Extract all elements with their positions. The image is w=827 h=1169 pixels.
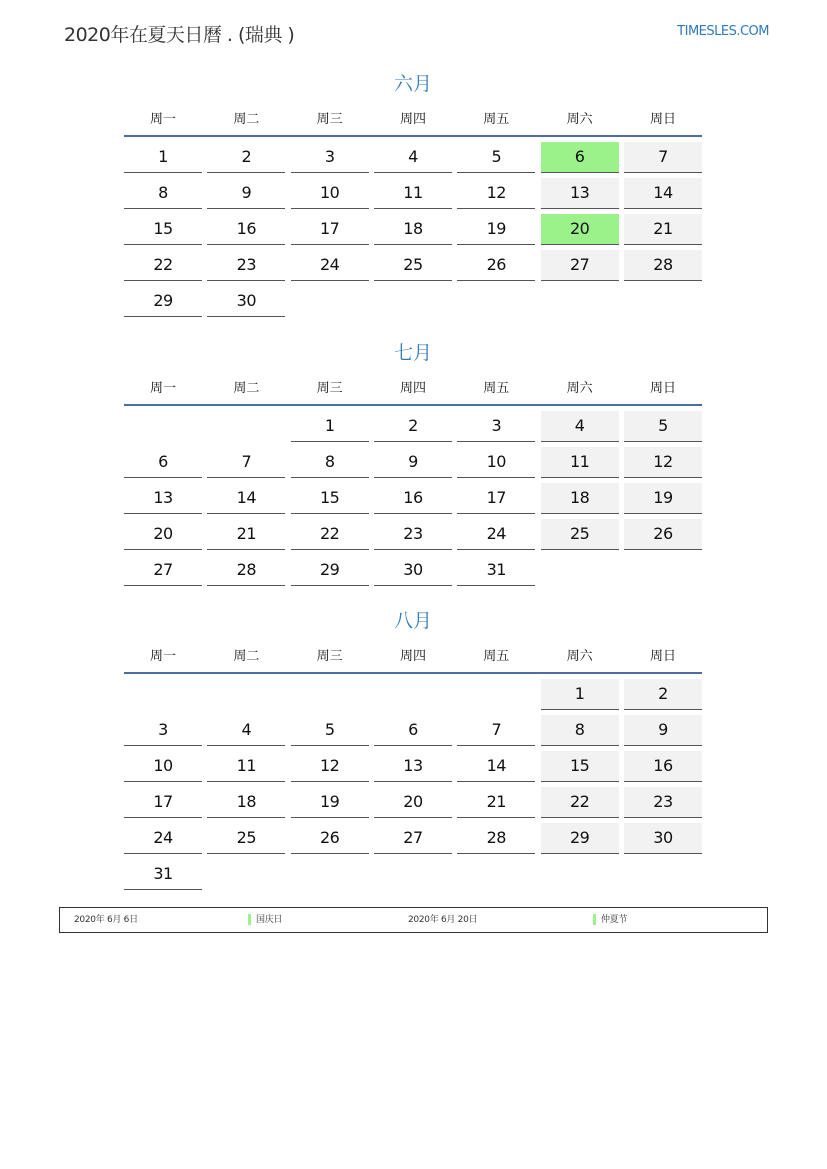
legend-color-swatch <box>248 914 251 925</box>
weekday-label: 周五 <box>483 380 510 396</box>
day-cell: 2 <box>207 142 285 173</box>
day-cell: 8 <box>541 715 619 746</box>
day-cell: 4 <box>207 715 285 746</box>
empty-cell <box>207 411 285 447</box>
empty-cell <box>291 679 369 715</box>
weekday-label: 周二 <box>233 648 260 664</box>
day-grid <box>124 406 702 591</box>
day-cell: 24 <box>291 250 369 281</box>
day-cell: 26 <box>457 250 535 281</box>
weekday-label: 周三 <box>316 380 343 396</box>
day-cell: 21 <box>457 787 535 818</box>
day-cell: 29 <box>124 286 202 317</box>
day-cell: 19 <box>624 483 702 514</box>
day-cell: 13 <box>374 751 452 782</box>
month-august <box>124 606 702 895</box>
day-cell: 16 <box>207 214 285 245</box>
day-cell: 29 <box>291 555 369 586</box>
day-cell: 21 <box>207 519 285 550</box>
day-cell: 16 <box>624 751 702 782</box>
day-cell: 2 <box>374 411 452 442</box>
day-cell: 30 <box>374 555 452 586</box>
day-cell: 14 <box>457 751 535 782</box>
day-cell: 27 <box>541 250 619 281</box>
day-cell: 17 <box>457 483 535 514</box>
legend-name-1: 国庆日 <box>256 915 283 925</box>
day-cell: 9 <box>207 178 285 209</box>
day-cell: 15 <box>124 214 202 245</box>
day-cell: 6 <box>374 715 452 746</box>
day-cell: 22 <box>291 519 369 550</box>
day-cell: 22 <box>124 250 202 281</box>
day-cell: 25 <box>207 823 285 854</box>
day-cell: 30 <box>207 286 285 317</box>
empty-cell <box>124 411 202 447</box>
weekday-label: 周四 <box>399 380 426 396</box>
day-cell: 9 <box>624 715 702 746</box>
legend-color-swatch <box>593 914 596 925</box>
day-cell: 28 <box>624 250 702 281</box>
day-cell: 27 <box>124 555 202 586</box>
site-link[interactable]: TIMESLES.COM <box>677 24 769 39</box>
day-cell: 5 <box>291 715 369 746</box>
weekday-label: 周日 <box>649 380 676 396</box>
day-cell: 29 <box>541 823 619 854</box>
weekday-label: 周五 <box>483 111 510 127</box>
day-cell: 11 <box>374 178 452 209</box>
day-grid <box>124 137 702 322</box>
day-cell: 3 <box>457 411 535 442</box>
day-cell: 17 <box>124 787 202 818</box>
weekday-header <box>124 99 702 135</box>
holiday-day-cell: 6 <box>541 142 619 173</box>
day-cell: 12 <box>457 178 535 209</box>
weekday-label: 周六 <box>566 648 593 664</box>
day-cell: 3 <box>291 142 369 173</box>
weekday-label: 周四 <box>399 648 426 664</box>
day-cell: 11 <box>207 751 285 782</box>
day-cell: 19 <box>291 787 369 818</box>
weekday-label: 周三 <box>316 648 343 664</box>
weekday-header <box>124 368 702 404</box>
day-cell: 10 <box>291 178 369 209</box>
day-cell: 25 <box>541 519 619 550</box>
day-cell: 25 <box>374 250 452 281</box>
day-cell: 13 <box>124 483 202 514</box>
day-cell: 1 <box>124 142 202 173</box>
weekday-label: 周日 <box>649 111 676 127</box>
weekday-label: 周六 <box>566 111 593 127</box>
month-title: 八月 <box>393 610 432 632</box>
day-cell: 10 <box>124 751 202 782</box>
day-cell: 23 <box>624 787 702 818</box>
day-cell: 19 <box>457 214 535 245</box>
day-cell: 15 <box>541 751 619 782</box>
day-cell: 8 <box>291 447 369 478</box>
day-cell: 3 <box>124 715 202 746</box>
day-cell: 15 <box>291 483 369 514</box>
day-cell: 12 <box>624 447 702 478</box>
month-july <box>124 338 702 591</box>
empty-cell <box>374 679 452 715</box>
day-cell: 14 <box>207 483 285 514</box>
day-cell: 23 <box>374 519 452 550</box>
day-cell: 24 <box>457 519 535 550</box>
month-title: 七月 <box>393 342 432 364</box>
legend-name-2: 仲夏节 <box>601 915 628 925</box>
day-cell: 22 <box>541 787 619 818</box>
day-cell: 28 <box>207 555 285 586</box>
day-cell: 5 <box>457 142 535 173</box>
empty-cell <box>124 679 202 715</box>
day-cell: 14 <box>624 178 702 209</box>
weekday-label: 周五 <box>483 648 510 664</box>
day-cell: 12 <box>291 751 369 782</box>
day-cell: 21 <box>624 214 702 245</box>
legend-date-1: 2020年 6月 6日 <box>74 915 138 925</box>
weekday-label: 周二 <box>233 380 260 396</box>
day-cell: 28 <box>457 823 535 854</box>
weekday-label: 周六 <box>566 380 593 396</box>
day-cell: 4 <box>541 411 619 442</box>
month-title: 六月 <box>393 73 432 95</box>
day-cell: 4 <box>374 142 452 173</box>
weekday-label: 周二 <box>233 111 260 127</box>
legend-date-2: 2020年 6月 20日 <box>408 915 478 925</box>
day-cell: 23 <box>207 250 285 281</box>
day-cell: 1 <box>541 679 619 710</box>
day-cell: 11 <box>541 447 619 478</box>
day-cell: 24 <box>124 823 202 854</box>
day-cell: 2 <box>624 679 702 710</box>
weekday-label: 周一 <box>149 648 176 664</box>
day-grid <box>124 674 702 895</box>
empty-cell <box>457 679 535 715</box>
day-cell: 7 <box>207 447 285 478</box>
holiday-day-cell: 20 <box>541 214 619 245</box>
day-cell: 5 <box>624 411 702 442</box>
holiday-legend <box>59 907 768 933</box>
weekday-label: 周一 <box>149 111 176 127</box>
weekday-label: 周日 <box>649 648 676 664</box>
day-cell: 20 <box>374 787 452 818</box>
day-cell: 7 <box>457 715 535 746</box>
day-cell: 7 <box>624 142 702 173</box>
day-cell: 31 <box>124 859 202 890</box>
weekday-label: 周三 <box>316 111 343 127</box>
day-cell: 10 <box>457 447 535 478</box>
day-cell: 26 <box>624 519 702 550</box>
day-cell: 6 <box>124 447 202 478</box>
month-june <box>124 69 702 322</box>
empty-cell <box>207 679 285 715</box>
weekday-header <box>124 636 702 672</box>
day-cell: 1 <box>291 411 369 442</box>
day-cell: 20 <box>124 519 202 550</box>
day-cell: 13 <box>541 178 619 209</box>
page-title: 2020年在夏天日曆 . (瑞典 ) <box>64 24 295 46</box>
weekday-label: 周一 <box>149 380 176 396</box>
day-cell: 30 <box>624 823 702 854</box>
day-cell: 26 <box>291 823 369 854</box>
day-cell: 9 <box>374 447 452 478</box>
day-cell: 17 <box>291 214 369 245</box>
day-cell: 27 <box>374 823 452 854</box>
day-cell: 16 <box>374 483 452 514</box>
day-cell: 18 <box>374 214 452 245</box>
weekday-label: 周四 <box>399 111 426 127</box>
day-cell: 18 <box>207 787 285 818</box>
day-cell: 18 <box>541 483 619 514</box>
day-cell: 31 <box>457 555 535 586</box>
day-cell: 8 <box>124 178 202 209</box>
